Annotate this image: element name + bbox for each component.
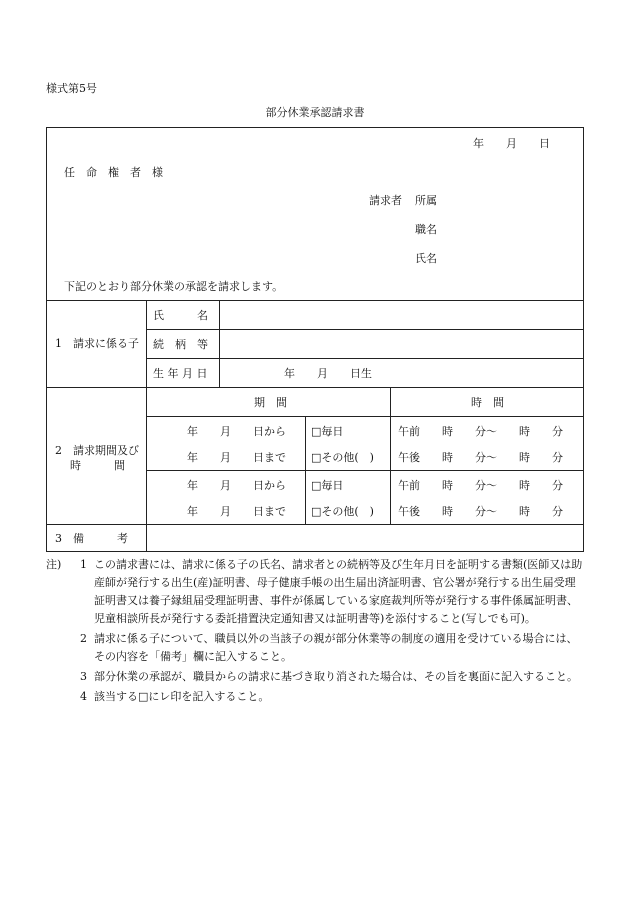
divider — [46, 387, 584, 388]
section3-heading: 3 備 考 — [55, 532, 128, 545]
section1-heading: 1 請求に係る子 — [55, 337, 139, 350]
note-item — [46, 668, 586, 686]
time-range: 午後 時 分〜 時 分 — [398, 505, 563, 518]
period-date: 年 月 日から — [187, 479, 286, 492]
period-option: □その他( ) — [311, 451, 374, 464]
note-item — [46, 556, 586, 628]
document-title: 部分休業承認請求書 — [265, 106, 365, 119]
divider — [46, 524, 584, 525]
note-text: 請求に係る子について、職員以外の当該子の親が部分休業等の制度の適用を受けている場合には、その内容を「備考」欄に記入すること。 — [94, 632, 578, 663]
child-birth-value: 年 月 日生 — [284, 367, 372, 380]
form-number: 様式第5号 — [46, 82, 97, 95]
note-text: この請求書には、請求に係る子の氏名、請求者との続柄等及び生年月日を証明する書類(医師又は助産師が発行する出生(産)証明書、母子健康手帳の出生届出済証明書、官公署が発行する出生届受理証明書又は養子縁組届受理証明書、事件が係属している家庭裁判所等が発行する事件係属証明書、児童相談所長が発行する委託措置決定通知書又は証明書等)を添付すること(写しでも可)。 — [94, 558, 583, 625]
time-range: 午前 時 分〜 時 分 — [398, 425, 563, 438]
period-option: □その他( ) — [311, 505, 374, 518]
notes — [46, 556, 586, 706]
time-range: 午後 時 分〜 時 分 — [398, 451, 563, 464]
child-name-label: 氏 名 — [153, 309, 208, 322]
note-number: 2 — [80, 632, 87, 645]
divider — [46, 300, 584, 301]
note-number: 1 — [80, 558, 87, 571]
divider — [146, 470, 584, 471]
note-number: 4 — [80, 690, 87, 703]
child-relation-label: 続 柄 等 — [153, 338, 208, 351]
name-label: 氏名 — [415, 252, 437, 265]
divider — [146, 300, 147, 552]
divider — [219, 300, 220, 387]
divider — [305, 416, 306, 524]
period-header: 期 間 — [254, 396, 287, 409]
divider — [146, 416, 584, 417]
period-date: 年 月 日まで — [187, 451, 286, 464]
request-statement: 下記のとおり部分休業の承認を請求します。 — [64, 280, 284, 293]
divider — [146, 329, 584, 330]
request-date: 年 月 日 — [473, 137, 550, 150]
divider — [390, 387, 391, 524]
period-option: □毎日 — [311, 479, 344, 492]
time-header: 時 間 — [471, 396, 504, 409]
divider — [146, 358, 584, 359]
requester-label: 請求者 — [369, 194, 402, 207]
addressee: 任 命 権 者 様 — [64, 166, 163, 179]
period-option: □毎日 — [311, 425, 344, 438]
note-number: 3 — [80, 670, 87, 683]
period-date: 年 月 日から — [187, 425, 286, 438]
period-date: 年 月 日まで — [187, 505, 286, 518]
time-range: 午前 時 分〜 時 分 — [398, 479, 563, 492]
note-item — [46, 630, 586, 666]
section2-heading: 2 請求期間及び — [55, 444, 139, 457]
position-label: 職名 — [415, 223, 437, 236]
section2-heading-line2: 時 間 — [70, 459, 125, 472]
note-item — [46, 688, 586, 706]
notes-lead: 注) — [46, 558, 62, 571]
note-text: 該当する□にレ印を記入すること。 — [94, 690, 270, 703]
affiliation-label: 所属 — [415, 194, 437, 207]
note-text: 部分休業の承認が、職員からの請求に基づき取り消された場合は、その旨を裏面に記入すること。 — [94, 670, 578, 683]
child-birth-label: 生 年 月 日 — [153, 367, 208, 380]
